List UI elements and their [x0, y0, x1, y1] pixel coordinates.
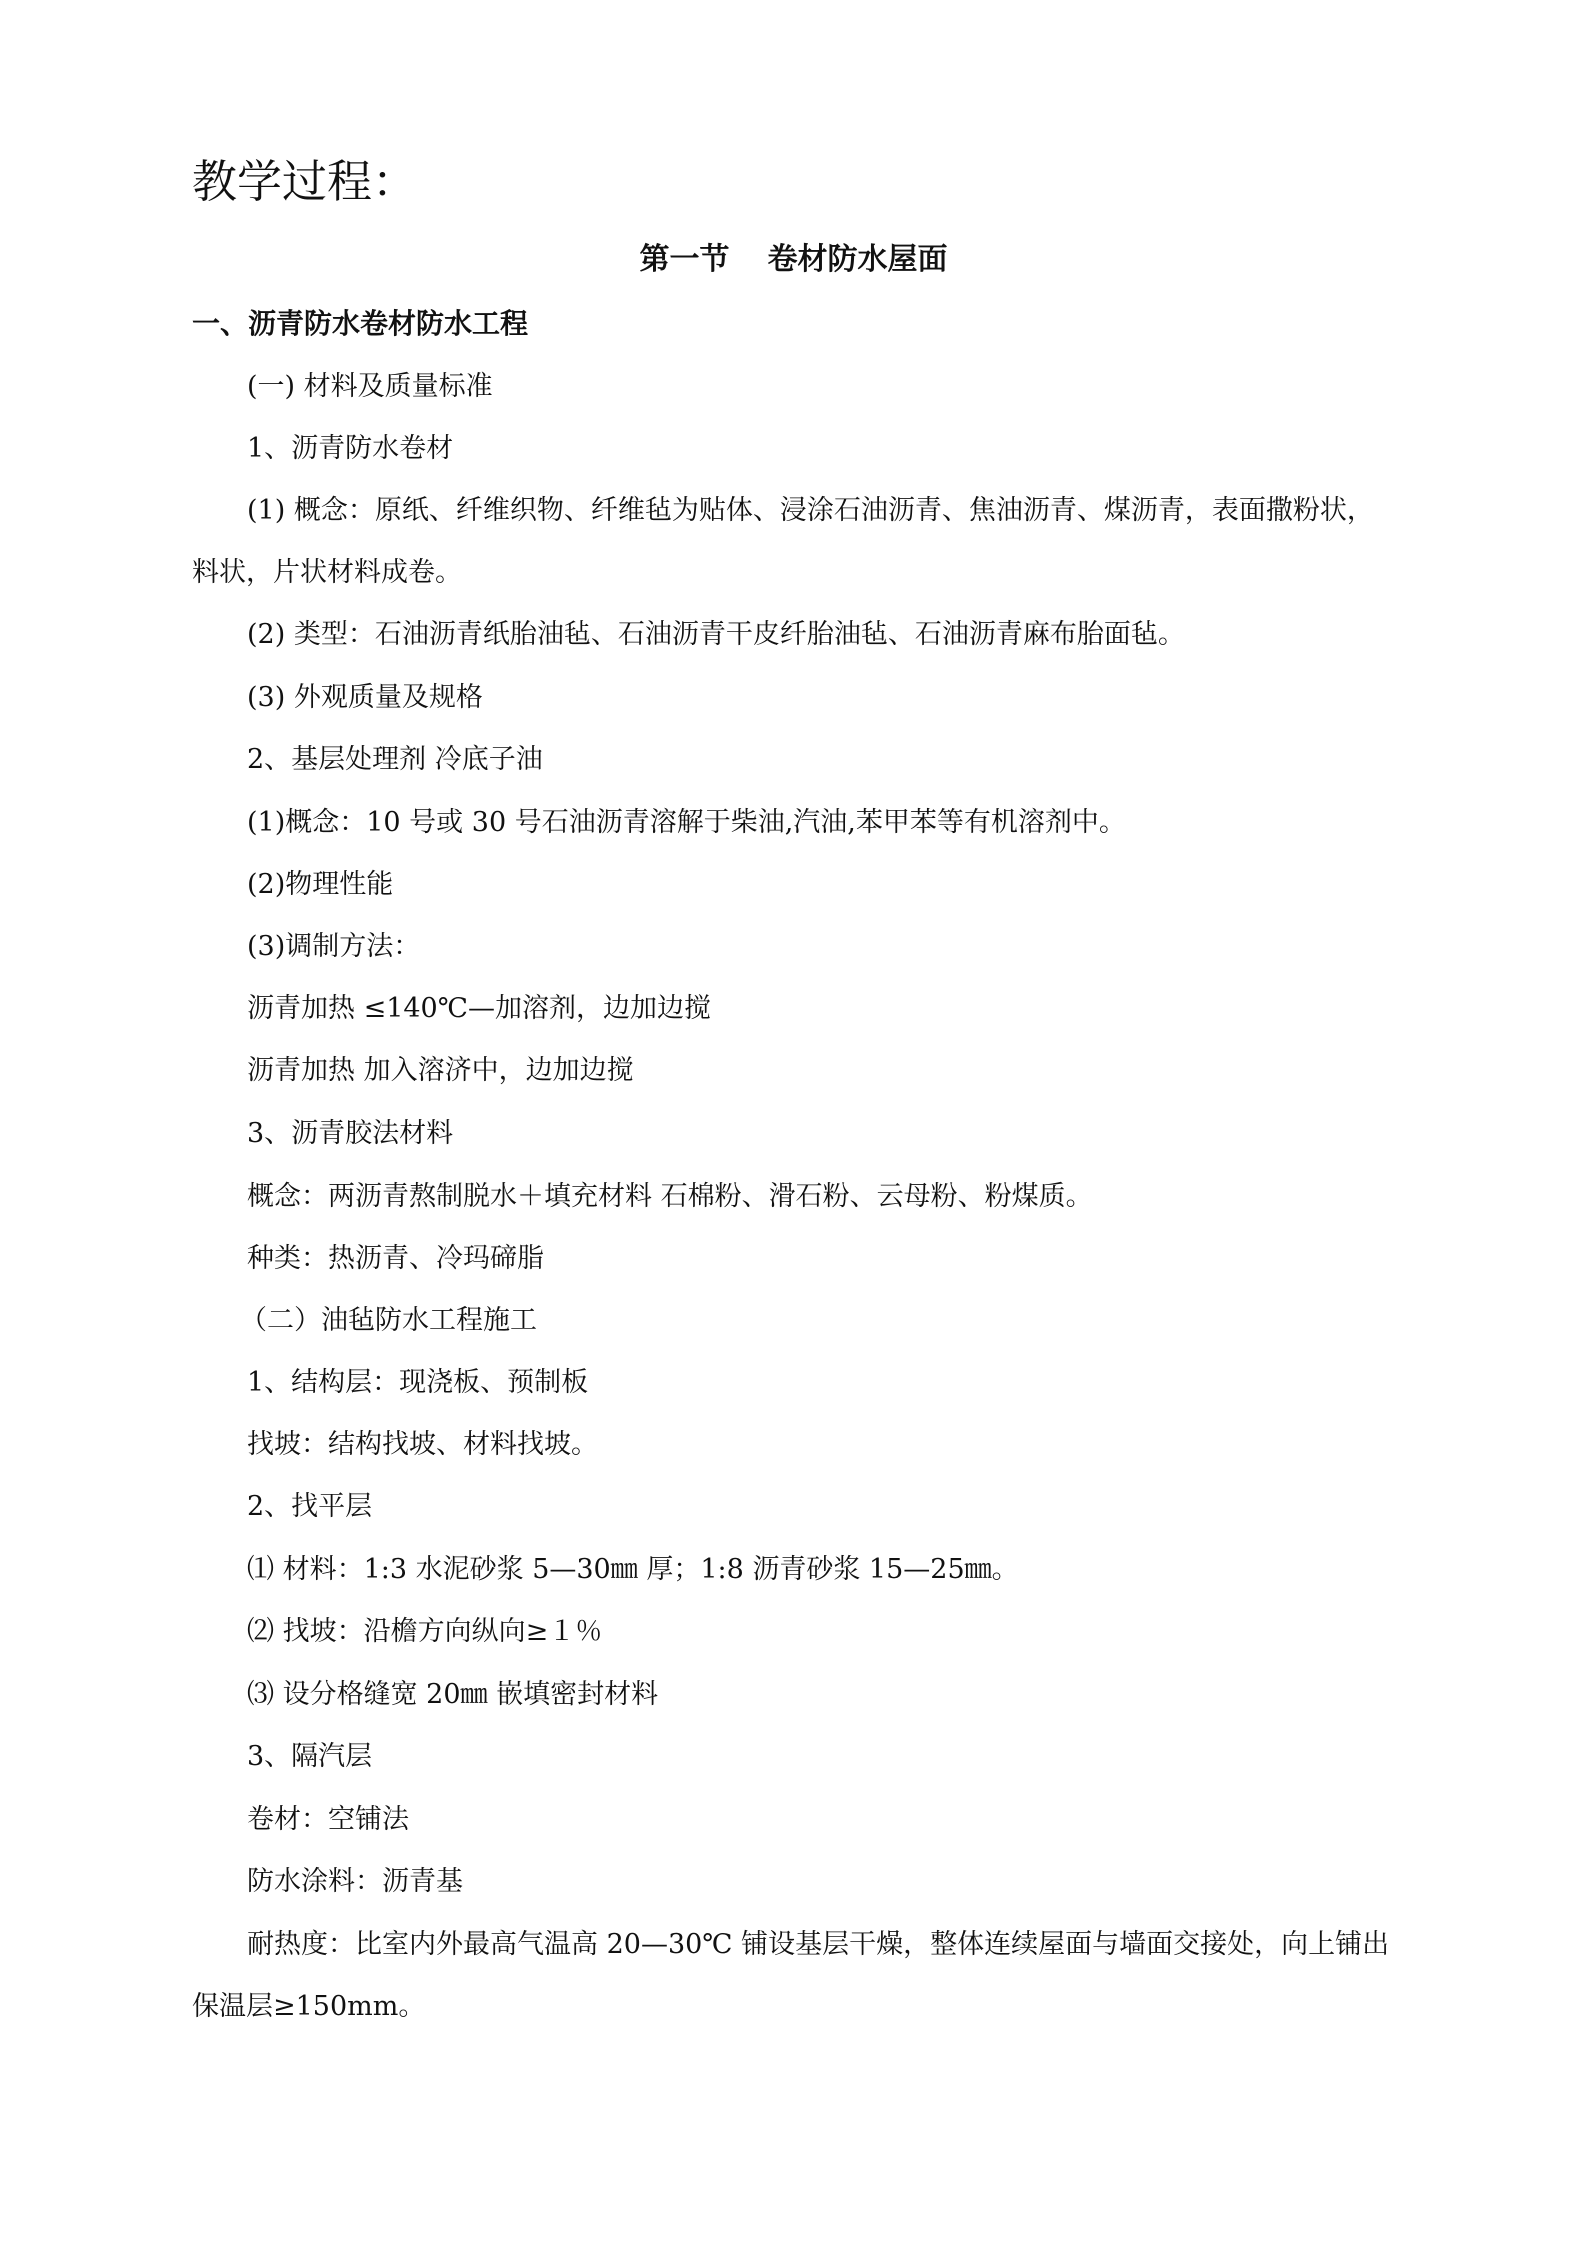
list-item: 2、找平层: [247, 1491, 373, 1522]
paragraph-line: 料状，片状材料成卷。: [192, 557, 462, 588]
paragraph-line: (2)物理性能: [247, 869, 394, 900]
paragraph-line: 保温层≥150mm。: [192, 1991, 426, 2022]
list-item: 1、沥青防水卷材: [247, 433, 454, 464]
paragraph-line: ⑶ 设分格缝宽 20㎜ 嵌填密封材料: [247, 1679, 659, 1710]
chapter-heading: 一、沥青防水卷材防水工程: [192, 307, 529, 340]
paragraph-line: 种类：热沥青、冷玛碲脂: [247, 1243, 544, 1274]
list-item: 1、结构层：现浇板、预制板: [247, 1367, 589, 1398]
paragraph-line: (3)调制方法：: [247, 931, 421, 962]
paragraph-line: ⑴ 材料：1:3 水泥砂浆 5—30㎜ 厚；1:8 沥青砂浆 15—25㎜。: [247, 1554, 1019, 1585]
list-item: 2、基层处理剂 冷底子油: [247, 744, 543, 775]
paragraph-line: (3) 外观质量及规格: [247, 682, 483, 713]
paragraph-line: (2) 类型：石油沥青纸胎油毡、石油沥青干皮纤胎油毡、石油沥青麻布胎面毡。: [247, 619, 1185, 650]
subsection-heading: (一) 材料及质量标准: [247, 371, 493, 402]
list-item: 3、隔汽层: [247, 1741, 373, 1772]
page-heading: 教学过程：: [192, 155, 418, 208]
section-number: 第一节: [639, 242, 730, 277]
subsection-heading: （二）油毡防水工程施工: [240, 1305, 537, 1336]
list-item: 3、沥青胶法材料: [247, 1118, 454, 1149]
paragraph-line: ⑵ 找坡：沿檐方向纵向≥１％: [247, 1616, 603, 1647]
paragraph-line: 沥青加热 加入溶济中，边加边搅: [247, 1055, 634, 1086]
paragraph-line: 耐热度：比室内外最高气温高 20—30℃ 铺设基层干燥，整体连续屋面与墙面交接处，向上铺出: [247, 1929, 1390, 1960]
section-title: [0, 238, 1587, 282]
paragraph-line: (1) 概念：原纸、纤维织物、纤维毡为贴体、浸涂石油沥青、焦油沥青、煤沥青，表面撒粉状，: [247, 495, 1374, 526]
paragraph-line: 卷材：空铺法: [247, 1804, 409, 1835]
paragraph-line: 防水涂料：沥青基: [247, 1866, 463, 1897]
paragraph-line: 沥青加热 ≤140℃—加溶剂，边加边搅: [247, 993, 711, 1024]
paragraph-line: 概念：两沥青熬制脱水＋填充材料 石棉粉、滑石粉、云母粉、粉煤质。: [247, 1181, 1093, 1212]
section-name: 卷材防水屋面: [767, 242, 948, 277]
paragraph-line: (1)概念：10 号或 30 号石油沥青溶解于柴油,汽油,苯甲苯等有机溶剂中。: [247, 807, 1126, 838]
paragraph-line: 找坡：结构找坡、材料找坡。: [247, 1429, 598, 1460]
